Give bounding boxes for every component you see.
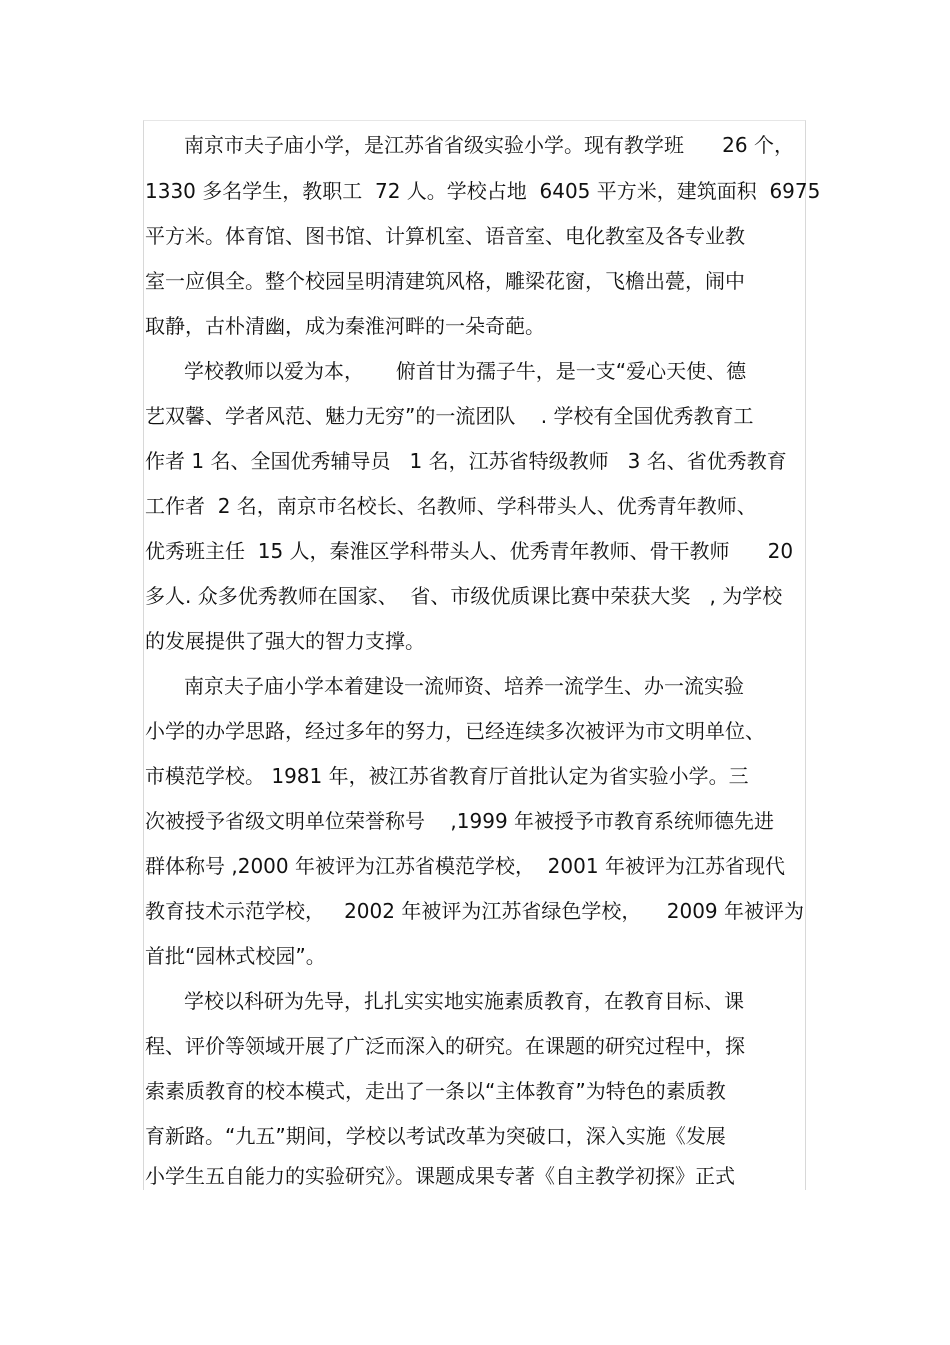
- paragraph-3-line-3: 市模范学校。 1981 年，被江苏省教育厅首批认定为省实验小学。三: [145, 764, 749, 788]
- paragraph-3-line-2: 小学的办学思路，经过多年的努力，已经连续多次被评为市文明单位、: [145, 719, 765, 743]
- paragraph-2-line-3: 作者 1 名、全国优秀辅导员 1 名，江苏省特级教师 3 名、省优秀教育: [145, 449, 787, 473]
- paragraph-4-line-5: 小学生五自能力的实验研究》。课题成果专著《自主教学初探》正式: [145, 1164, 735, 1188]
- paragraph-3-line-4: 次被授予省级文明单位荣誉称号 ,1999 年被授予市教育系统师德先进: [145, 809, 775, 833]
- paragraph-4-line-3: 索素质教育的校本模式，走出了一条以“主体教育”为特色的素质教: [145, 1079, 726, 1103]
- paragraph-4-line-4: 育新路。“九五”期间，学校以考试改革为突破口，深入实施《发展: [145, 1124, 726, 1148]
- paragraph-2-line-2: 艺双馨、学者风范、魅力无穷”的一流团队 . 学校有全国优秀教育工: [145, 404, 754, 428]
- paragraph-2-line-1: 学校教师以爱为本， 俯首甘为孺子牛，是一支“爱心天使、德: [184, 359, 747, 383]
- paragraph-1-line-1: 南京市夫子庙小学，是江苏省省级实验小学。现有教学班 26 个，: [184, 133, 794, 157]
- paragraph-4-line-2: 程、评价等领域开展了广泛而深入的研究。在课题的研究过程中，探: [145, 1034, 745, 1058]
- paragraph-2-line-6: 多人. 众多优秀教师在国家、 省、市级优质课比赛中荣获大奖 , 为学校: [145, 584, 783, 608]
- paragraph-3-line-5: 群体称号 ,2000 年被评为江苏省模范学校， 2001 年被评为江苏省现代: [145, 854, 785, 878]
- paragraph-1-line-5: 取静，古朴清幽，成为秦淮河畔的一朵奇葩。: [145, 314, 545, 338]
- paragraph-3-line-7: 首批“园林式校园”。: [145, 944, 326, 968]
- paragraph-3-line-1: 南京夫子庙小学本着建设一流师资、培养一流学生、办一流实验: [184, 674, 744, 698]
- paragraph-1-line-3: 平方米。体育馆、图书馆、计算机室、语音室、电化教室及各专业教: [145, 224, 745, 248]
- paragraph-1-line-4: 室一应俱全。整个校园呈明清建筑风格，雕梁花窗，飞檐出甍，闹中: [145, 269, 745, 293]
- paragraph-4-line-1: 学校以科研为先导，扎扎实实地实施素质教育，在教育目标、课: [184, 989, 744, 1013]
- paragraph-3-line-6: 教育技术示范学校， 2002 年被评为江苏省绿色学校， 2009 年被评为: [145, 899, 805, 923]
- paragraph-1-line-2: 1330 多名学生，教职工 72 人。学校占地 6405 平方米，建筑面积 6975: [145, 179, 821, 203]
- paragraph-2-line-7: 的发展提供了强大的智力支撑。: [145, 629, 425, 653]
- paragraph-2-line-4: 工作者 2 名，南京市名校长、名教师、学科带头人、优秀青年教师、: [145, 494, 757, 518]
- paragraph-2-line-5: 优秀班主任 15 人，秦淮区学科带头人、优秀青年教师、骨干教师 20: [145, 539, 794, 563]
